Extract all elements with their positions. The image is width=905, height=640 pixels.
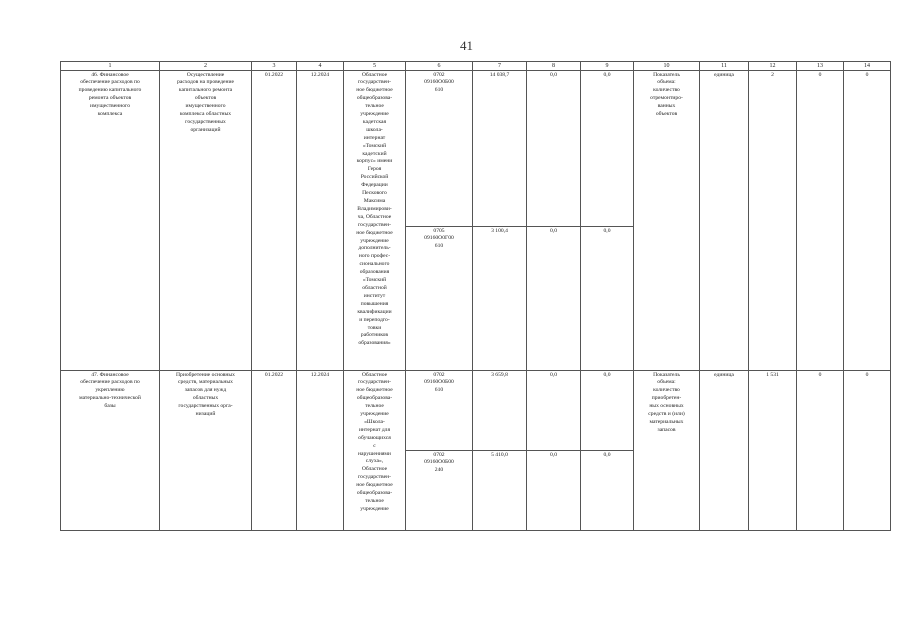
value-cell: 0 xyxy=(797,371,844,531)
indicator-cell: Показатель объема: количество приобретен- ных основных средств и (или) материальных запасов xyxy=(634,371,700,531)
amount-cell: 3 659,8 xyxy=(473,371,527,451)
column-number: 14 xyxy=(844,62,891,71)
amount-cell: 0,0 xyxy=(581,371,634,451)
column-number: 4 xyxy=(297,62,344,71)
column-number: 3 xyxy=(252,62,297,71)
end-date-cell: 12.2024 xyxy=(297,371,344,531)
page-number: 41 xyxy=(460,38,473,53)
column-numbers-row xyxy=(61,62,891,71)
budget-code-cell: 0702 09160O0Б00 610 xyxy=(406,71,473,227)
value-cell: 0 xyxy=(797,71,844,371)
amount-cell: 0,0 xyxy=(527,227,581,371)
event-name-cell: 46. Финансовое обеспечение расходов по проведению капитального ремонта объектов имущественного комплекса xyxy=(61,71,160,371)
event-description-cell: Осуществление расходов на проведение капитального ремонта объектов имущественного комплекса областных государственных организаций xyxy=(160,71,252,371)
column-number: 7 xyxy=(473,62,527,71)
indicator-cell: Показатель объема: количество отремонтиро- ванных объектов xyxy=(634,71,700,371)
program-events-table xyxy=(60,61,891,531)
budget-code-cell: 0702 09160O0Б00 610 xyxy=(406,371,473,451)
amount-cell: 14 038,7 xyxy=(473,71,527,227)
column-number: 2 xyxy=(160,62,252,71)
value-cell: 0 xyxy=(844,71,891,371)
budget-code-cell: 0705 09160O0Г00 610 xyxy=(406,227,473,371)
executor-cell: Областное государствен- ное бюджетное общеобразова- тельное учреждение «Школа- интернат для обучающихся с нарушениями слуха», Областное государствен- ное бюджетное общеобразова- тельное учреждение xyxy=(344,371,406,531)
end-date-cell: 12.2024 xyxy=(297,71,344,371)
amount-cell: 0,0 xyxy=(527,451,581,531)
budget-code-cell: 0702 09160O0Б00 240 xyxy=(406,451,473,531)
column-number: 8 xyxy=(527,62,581,71)
amount-cell: 5 410,0 xyxy=(473,451,527,531)
column-number: 13 xyxy=(797,62,844,71)
column-number: 5 xyxy=(344,62,406,71)
value-cell: 2 xyxy=(749,71,797,371)
start-date-cell: 01.2022 xyxy=(252,71,297,371)
unit-cell: единица xyxy=(700,71,749,371)
unit-cell: единица xyxy=(700,371,749,531)
value-cell: 1 531 xyxy=(749,371,797,531)
start-date-cell: 01.2022 xyxy=(252,371,297,531)
column-number: 11 xyxy=(700,62,749,71)
amount-cell: 0,0 xyxy=(527,71,581,227)
event-description-cell: Приобретение основных средств, материальных запасов для нужд областных государственных орга- низаций xyxy=(160,371,252,531)
value-cell: 0 xyxy=(844,371,891,531)
amount-cell: 0,0 xyxy=(581,227,634,371)
table-row xyxy=(61,371,891,451)
table-row xyxy=(61,71,891,227)
column-number: 6 xyxy=(406,62,473,71)
amount-cell: 3 100,4 xyxy=(473,227,527,371)
column-number: 12 xyxy=(749,62,797,71)
column-number: 10 xyxy=(634,62,700,71)
column-number: 9 xyxy=(581,62,634,71)
column-number: 1 xyxy=(61,62,160,71)
amount-cell: 0,0 xyxy=(581,451,634,531)
amount-cell: 0,0 xyxy=(527,371,581,451)
event-name-cell: 47. Финансовое обеспечение расходов по укреплению материально-технической базы xyxy=(61,371,160,531)
amount-cell: 0,0 xyxy=(581,71,634,227)
executor-cell: Областное государствен- ное бюджетное общеобразова- тельное учреждение кадетская школа- интернат «Томский кадетский корпус» имени Героя Российской Федерации Пескового Максима Владимирови- ча, Областное государствен- ное бюджетное учреждение дополнитель- ного профес- сионального образования «Томский областной институт повышения квалификации и переподго- товки работников образования» xyxy=(344,71,406,371)
